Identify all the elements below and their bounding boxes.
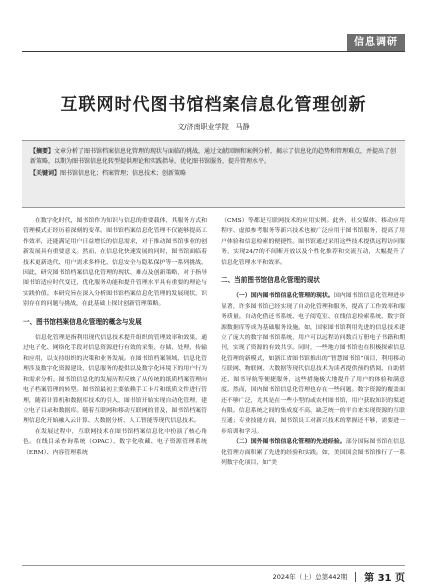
footer-rule — [22, 565, 405, 566]
keywords-label: 【关键词】 — [30, 170, 61, 177]
issue-info: 2024年（上）总第442期 — [272, 573, 348, 581]
intro-paragraph: 在数字化时代，图书馆作为知识与信息的重要载体，其服务方式和管理模式正经历着深刻的变革。图书馆档案信息化管理不仅能够提高工作效率，还能满足用户日益增长的信息需求，对于推动图书馆事业的创新发展具有重要意义。然而，在信息化快速发展的同时，图书馆面临着技术更新迭代、用户需求多样化、信息安全与隐私保护等一系列挑战。因此，研究图书馆档案信息化管理的现状、难点及创新策略，对于指导图书馆适应时代变迁，优化服务功能和提升管理水平具有重要的理论与实践价值。本研究旨在深入分析图书馆档案信息化管理的发展现状，识别存在的问题与挑战，在此基础上探讨创新管理策略。 — [23, 218, 207, 308]
subheading: （一）国内图书馆信息化管理的现状。 — [233, 292, 334, 300]
article-title: 互联网时代图书馆档案信息化管理创新 — [60, 95, 367, 115]
paragraph — [221, 291, 405, 437]
section-heading-2: 二、当前图书馆信息化管理的现状 — [221, 276, 320, 285]
footer-divider — [355, 572, 356, 582]
paragraph-text: 部分国际图书馆在信息化管理方面积累了先进的经验和实践。如，美国国会图书馆推行了一系列数字化项目，如“美 — [221, 439, 406, 466]
subheading: （二）国外图书馆信息化管理的先进经验。 — [233, 438, 346, 446]
paragraph: （CMS）等都是互联网技术的应用实例。此外，社交媒体、移动应用程序、虚拟参考服务等新兴技术也被广泛应用于图书馆服务，提高了用户体验和信息检索的便捷性。图书馆通过采用这些技术提供远程访问服务，实现24/7的不间断开放以及个性化推荐和交流互动，大幅提升了信息化管理水平和效率。 — [221, 218, 405, 266]
section-heading-1: 一、图书馆档案信息化管理的概念与发展 — [23, 317, 142, 326]
paragraph: 在发展过程中，互联网技术在图书馆档案信息化中扮演了核心角色。在线目录查询系统（OPAC）、数字化收藏、电子资源管理系统（ERM）、内容管理系统 — [23, 428, 207, 456]
header-rule — [22, 51, 405, 52]
paragraph: 信息化管理是指利用现代信息技术提升组织的管理效率和效果，通过电子化、网络化手段对信息资源进行有效的采集、存储、处理、传输和应用，以支持组织的决策和业务发展。在图书馆档案领域，信息化管理涉及数字化资源建设、信息服务的提供以及数字化环境下的用户行为和需求分析。图书馆信息化的发展历程反映了从传统的纸质档案管理向电子档案管理的转型。图书馆最初主要依赖手工卡片和纸质文件进行管理，随着计算机和数据库技术的引入，图书馆开始实现自动化管理，建立电子目录和数据库。随着互联网和移动互联网的普及，图书馆档案管理信息化开始融入云计算、大数据分析、人工智能等现代信息技术。 — [23, 335, 207, 425]
section-badge: 信息调研 — [347, 34, 405, 51]
paragraph-text: 国内图书馆信息化管理进步显著，许多图书馆已经实现了自动化管理和服务，提高了工作效率和服务质量。自动化借还书系统、电子阅览室、在线信息检索系统、数字资源数据库等成为基础服务设施。如，国家图书馆利用先进的信息技术建立了庞大的数字图书馆系统，用户可以远程访问数百万册电子书籍和期刊，实现了资源的有效共享。同时，一些地方图书馆也在积极探索信息化管理的新模式，如浙江省图书馆推出的“智慧图书馆”项目，利用移动互联网、物联网、大数据等现代信息技术为读者提供预约借阅、自助借还、图书导航等便捷服务，这些措施极大地提升了用户的体验和满意度。然而，国内图书馆信息化管理也存在一些问题。数字资源的覆盖面还不够广泛，尤其是在一些小型的或农村图书馆，用户获取知识的渠道有限。信息系统之间的集成度不高，缺乏统一的平台来实现资源的互联互通；专业技能方面，图书馆员工对新兴技术的掌握还不够，需要进一步培训和学习。 — [221, 293, 406, 435]
left-column — [23, 216, 207, 458]
right-column — [221, 216, 405, 468]
abstract — [30, 147, 397, 167]
abstract-box — [22, 140, 405, 208]
keywords-text: 图书馆信息化；档案管理；信息技术；创新策略 — [60, 170, 187, 177]
page-number: 第 31 页 — [364, 573, 405, 584]
article-author: 文/济南职业学院 马静 — [177, 123, 250, 131]
footer — [273, 569, 405, 584]
abstract-label: 【摘要】 — [30, 148, 55, 155]
keywords — [30, 169, 397, 179]
abstract-text: 文章分析了图书馆档案信息化管理的现状与面临的挑战，通过文献回顾和案例分析，揭示了信息化的趋势和管理难点，并提出了创新策略，以期为图书馆信息化转型提供理论和实践指导，优化图书馆服务，提升管理水平。 — [30, 148, 397, 165]
paragraph — [221, 437, 405, 468]
